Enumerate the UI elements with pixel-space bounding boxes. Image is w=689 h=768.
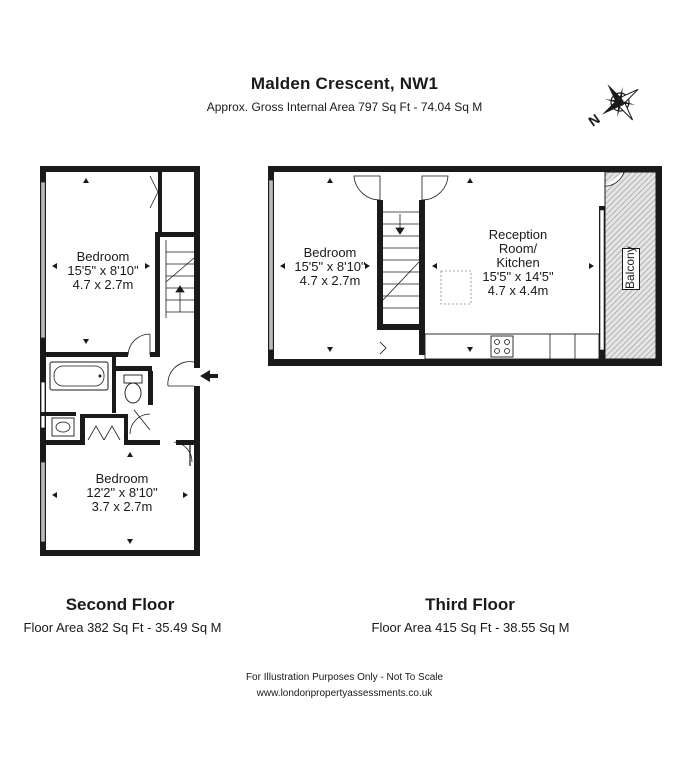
room-dimensions-metric: 4.7 x 4.4m: [487, 283, 549, 298]
room-dimensions-imperial: 15'5" x 8'10": [294, 259, 366, 274]
room-dimensions-metric: 4.7 x 2.7m: [299, 273, 361, 288]
third-floor-reception-label: [466, 228, 570, 298]
room-name-line1: Reception: [488, 227, 548, 242]
second-floor-bedroom-2-label: [72, 472, 172, 514]
website-link[interactable]: www.londonpropertyassessments.co.uk: [256, 688, 433, 699]
room-dimensions-imperial: 15'5" x 14'5": [482, 269, 554, 284]
gross-area-subtitle: Approx. Gross Internal Area 797 Sq Ft - 74.04 Sq M: [206, 100, 483, 114]
room-dimensions-metric: 4.7 x 2.7m: [72, 277, 134, 292]
room-name: Bedroom: [76, 249, 130, 264]
room-dimensions-imperial: 12'2" x 8'10": [86, 485, 158, 500]
room-name-line2: Room/: [498, 241, 538, 256]
disclaimer-text: For Illustration Purposes Only - Not To Scale: [245, 672, 444, 683]
third-floor-area: Floor Area 415 Sq Ft - 38.55 Sq M: [371, 620, 570, 635]
room-name-line3: Kitchen: [496, 255, 540, 270]
third-floor-bedroom-label: [284, 246, 376, 288]
page-title: Malden Crescent, NW1: [250, 74, 439, 93]
compass-north-label: N: [585, 110, 603, 130]
room-name: Bedroom: [303, 245, 357, 260]
third-floor-title: Third Floor: [425, 595, 515, 614]
room-name: Bedroom: [95, 471, 149, 486]
second-floor-title: Second Floor: [65, 595, 175, 614]
balcony-label: Balcony: [622, 248, 640, 290]
second-floor-bedroom-1-label: [58, 250, 148, 292]
room-dimensions-metric: 3.7 x 2.7m: [91, 499, 153, 514]
room-dimensions-imperial: 15'5" x 8'10": [67, 263, 139, 278]
second-floor-area: Floor Area 382 Sq Ft - 35.49 Sq M: [23, 620, 222, 635]
